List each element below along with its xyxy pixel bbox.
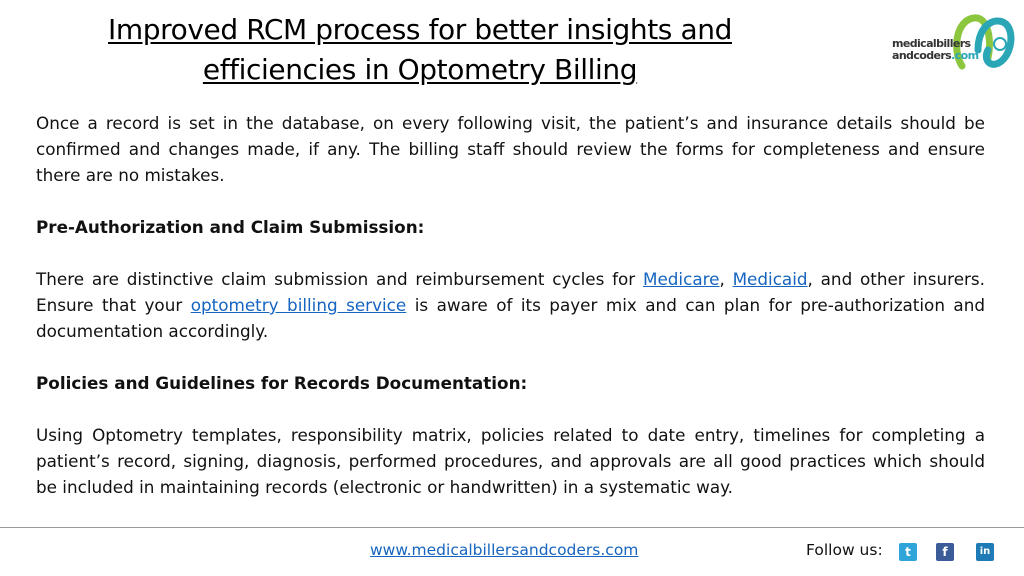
logo-text-line-2: andcoders — [892, 49, 952, 62]
records-documentation-paragraph: Using Optometry templates, responsibility matrix, policies related to date entry, timelines for completing a patient’s record, signing, diagnosis, performed procedures, and approvals are all good practices which should be included in maintaining records (electronic or handwritten) in a systematic way. — [36, 425, 985, 497]
facebook-icon[interactable]: f — [936, 543, 954, 561]
logo-wordmark — [892, 38, 978, 62]
footer-divider — [0, 527, 1024, 528]
section-heading-pre-authorization: Pre-Authorization and Claim Submission: — [36, 217, 425, 237]
twitter-icon[interactable]: t — [899, 543, 917, 561]
medicaid-link[interactable]: Medicaid — [732, 269, 808, 289]
company-logo — [888, 10, 1018, 74]
logo-text-suffix: .com — [951, 49, 979, 62]
intro-paragraph: Once a record is set in the database, on every following visit, the patient’s and insurance details should be confirmed and changes made, if any. The billing staff should review the forms for completeness and ensure there are no mistakes. — [36, 113, 985, 185]
section-heading-policies: Policies and Guidelines for Records Documentation: — [36, 373, 528, 393]
follow-us-label: Follow us: — [806, 541, 883, 559]
title-line-1: Improved RCM process for better insights and — [108, 13, 732, 46]
linkedin-icon[interactable]: in — [976, 543, 994, 561]
optometry-billing-service-link[interactable]: optometry billing service — [190, 295, 407, 315]
logo-text-line-1: medicalbillers — [892, 37, 971, 50]
page-title — [40, 10, 800, 90]
title-line-2: efficiencies in Optometry Billing — [202, 53, 638, 86]
footer-website-link[interactable]: www.medicalbillersandcoders.com — [370, 541, 639, 559]
medicare-link[interactable]: Medicare — [642, 269, 720, 289]
claim-submission-paragraph: There are distinctive claim submission and reimbursement cycles for Medicare, Medicaid, and other insurers. Ensure that your optometry billing service is aware of its payer mix and can plan for pre-authorization and documentation accordingly. — [36, 269, 986, 341]
body-content — [36, 110, 985, 500]
